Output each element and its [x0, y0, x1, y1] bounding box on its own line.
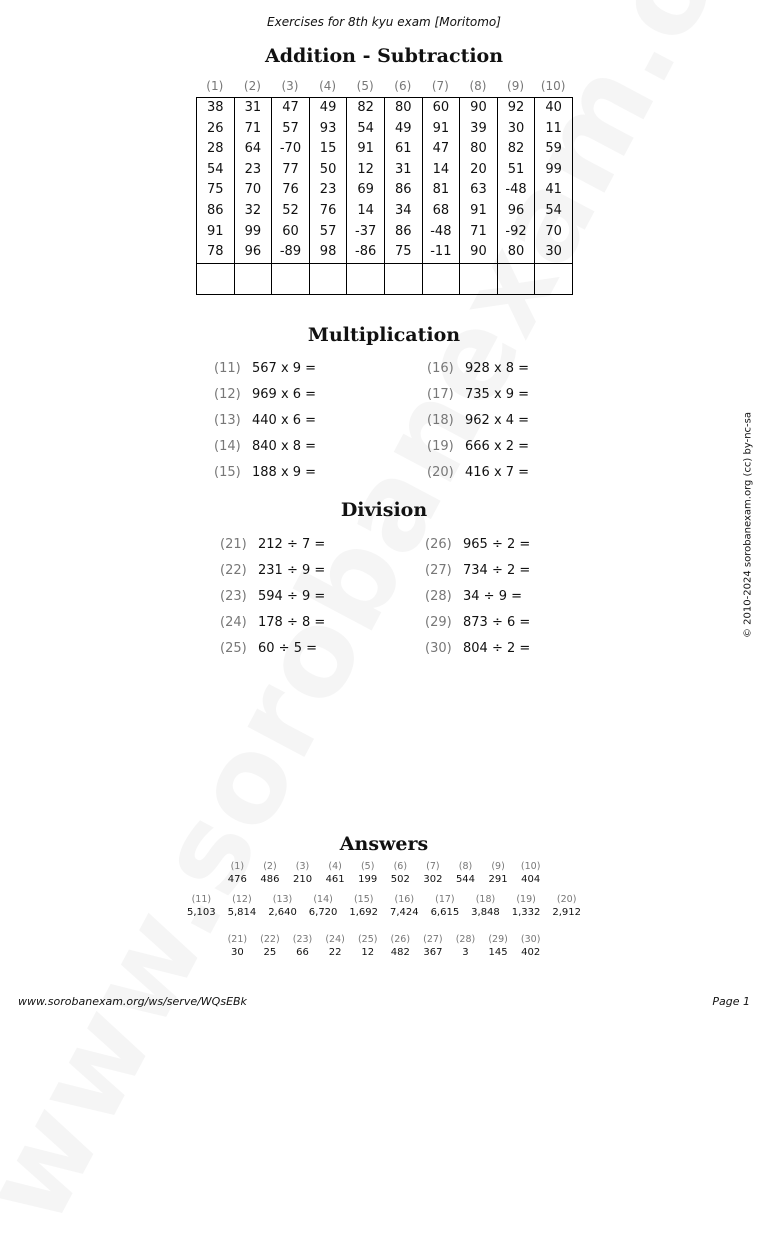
answer-value: 482: [390, 947, 410, 958]
problem-number: (12): [214, 387, 241, 402]
table-cell: 64: [234, 139, 272, 160]
problem-item: [220, 563, 325, 578]
answer-item: [262, 893, 303, 919]
table-cell: 15: [309, 139, 347, 160]
problem-expression: 594 ÷ 9 =: [258, 589, 326, 604]
table-cell: 49: [384, 119, 422, 140]
problem-expression: 440 x 6 =: [252, 413, 317, 428]
footer-url[interactable]: www.sorobanexam.org/ws/serve/WQsEBk: [18, 995, 247, 1008]
problem-expression: 212 ÷ 7 =: [258, 537, 326, 552]
page-number: Page 1: [712, 995, 750, 1008]
answer-number: (22): [260, 934, 280, 945]
table-cell: 34: [384, 201, 422, 222]
table-cell: 49: [309, 98, 347, 119]
answer-number: (18): [475, 894, 496, 905]
answer-value: 6,720: [308, 907, 338, 918]
answer-number: (30): [520, 934, 541, 945]
answer-value: 30: [230, 947, 244, 958]
problem-expression: 735 x 9 =: [465, 387, 530, 402]
answer-item: [351, 860, 384, 886]
problem-number: (24): [220, 615, 247, 630]
answer-cell[interactable]: [272, 263, 310, 294]
answer-item: [384, 933, 417, 959]
answer-value: 476: [227, 874, 247, 885]
answer-cell[interactable]: [347, 263, 385, 294]
table-cell: 26: [197, 119, 235, 140]
table-cell: 75: [197, 180, 235, 201]
division-title: Division: [340, 499, 428, 521]
answer-value: 1,692: [349, 907, 379, 918]
table-cell: 82: [347, 98, 385, 119]
table-cell: -70: [272, 139, 310, 160]
table-cell: 57: [272, 119, 310, 140]
answer-number: (17): [435, 894, 455, 905]
table-cell: 69: [347, 180, 385, 201]
table-cell: 82: [497, 139, 535, 160]
problem-item: [220, 537, 325, 552]
answer-number: (9): [491, 861, 505, 872]
problem-expression: 734 ÷ 2 =: [463, 563, 531, 578]
answer-item: [417, 933, 450, 959]
answer-number: (7): [426, 861, 440, 872]
answer-value: 404: [521, 874, 541, 885]
answer-item: [319, 860, 352, 886]
table-cell: 78: [197, 242, 235, 263]
answer-item: [286, 860, 319, 886]
column-number: (8): [469, 79, 487, 93]
problem-expression: 60 ÷ 5 =: [258, 641, 317, 656]
problem-number: (16): [427, 361, 454, 376]
table-cell: 71: [234, 119, 272, 140]
answer-value: 5,103: [187, 907, 216, 918]
answer-number: (26): [390, 934, 411, 945]
table-row: [197, 119, 573, 140]
answer-number: (4): [328, 861, 342, 872]
problem-number: (17): [427, 387, 454, 402]
answer-item: [546, 893, 587, 919]
answer-number: (10): [520, 861, 541, 872]
answers-title: Answers: [339, 833, 429, 855]
answer-item: [384, 893, 425, 919]
answer-item: [514, 933, 547, 959]
problem-item: [427, 439, 529, 454]
table-cell: 23: [234, 160, 272, 181]
table-row: [197, 160, 573, 181]
answer-item: [343, 893, 384, 919]
column-number: (7): [431, 79, 449, 93]
table-cell: 98: [309, 242, 347, 263]
answer-row: [0, 933, 768, 959]
problem-expression: 34 ÷ 9 =: [463, 589, 522, 604]
column-number: (3): [281, 79, 299, 93]
table-cell: 99: [535, 160, 573, 181]
problem-item: [220, 615, 325, 630]
table-cell: 80: [460, 139, 498, 160]
table-cell: 80: [497, 242, 535, 263]
table-cell: 40: [535, 98, 573, 119]
answer-number: (29): [488, 934, 508, 945]
problem-expression: 928 x 8 =: [465, 361, 530, 376]
table-cell: 54: [347, 119, 385, 140]
problem-expression: 965 ÷ 2 =: [463, 537, 531, 552]
answer-number: (19): [516, 894, 536, 905]
table-cell: 70: [234, 180, 272, 201]
answer-item: [482, 860, 515, 886]
table-cell: 96: [234, 242, 272, 263]
answer-cell[interactable]: [234, 263, 272, 294]
problem-item: [220, 641, 317, 656]
answer-item: [254, 933, 287, 959]
table-cell: 99: [234, 222, 272, 243]
answer-value: 12: [361, 947, 375, 958]
table-cell: 91: [197, 222, 235, 243]
table-cell: 32: [234, 201, 272, 222]
table-cell: 76: [272, 180, 310, 201]
answer-number: (13): [272, 894, 293, 905]
problem-number: (28): [425, 589, 452, 604]
table-cell: 61: [384, 139, 422, 160]
table-row: [197, 180, 573, 201]
table-cell: 91: [347, 139, 385, 160]
table-cell: 60: [272, 222, 310, 243]
answer-number: (24): [325, 934, 345, 945]
table-cell: 70: [535, 222, 573, 243]
problem-expression: 231 ÷ 9 =: [258, 563, 326, 578]
column-number: (1): [206, 79, 224, 93]
answer-value: 3,848: [471, 907, 500, 918]
problem-expression: 873 ÷ 6 =: [463, 615, 531, 630]
page-header: Exercises for 8th kyu exam [Moritomo]: [267, 15, 501, 29]
table-cell: 68: [422, 201, 460, 222]
table-cell: -37: [347, 222, 385, 243]
table-cell: 86: [384, 180, 422, 201]
problem-number: (25): [220, 641, 247, 656]
problem-item: [220, 589, 325, 604]
problem-expression: 416 x 7 =: [465, 465, 530, 480]
problem-item: [427, 387, 529, 402]
table-row: [197, 222, 573, 243]
problem-expression: 666 x 2 =: [465, 439, 530, 454]
answer-item: [465, 893, 506, 919]
answer-item: [351, 933, 384, 959]
answer-value: 502: [390, 874, 410, 885]
answer-number: (6): [393, 861, 408, 872]
table-cell: 91: [460, 201, 498, 222]
table-cell: -92: [497, 222, 535, 243]
problem-item: [214, 439, 316, 454]
table-cell: 57: [309, 222, 347, 243]
answer-row: [0, 860, 768, 886]
answer-value: 2,640: [268, 907, 297, 918]
problem-expression: 840 x 8 =: [252, 439, 317, 454]
table-cell: -86: [347, 242, 385, 263]
table-cell: 80: [384, 98, 422, 119]
answer-value: 210: [292, 874, 313, 885]
answer-number: (28): [455, 934, 476, 945]
answer-value: 402: [521, 947, 541, 958]
answer-row: [197, 263, 573, 294]
answer-number: (5): [360, 861, 375, 872]
table-cell: 90: [460, 98, 498, 119]
column-number: (6): [394, 79, 412, 93]
answer-cell[interactable]: [460, 263, 498, 294]
column-number: (4): [319, 79, 337, 93]
table-cell: 90: [460, 242, 498, 263]
answer-item: [221, 860, 254, 886]
answer-item: [506, 893, 547, 919]
answer-value: 5,814: [227, 907, 257, 918]
problem-number: (26): [425, 537, 452, 552]
table-cell: 81: [422, 180, 460, 201]
answer-number: (25): [357, 934, 378, 945]
problem-item: [425, 641, 530, 656]
table-cell: -48: [497, 180, 535, 201]
table-cell: 60: [422, 98, 460, 119]
answer-cell[interactable]: [497, 263, 535, 294]
answer-item: [425, 893, 466, 919]
problem-expression: 804 ÷ 2 =: [463, 641, 531, 656]
addition-title: Addition - Subtraction: [264, 45, 504, 67]
table-row: [197, 98, 573, 119]
problem-expression: 962 x 4 =: [465, 413, 530, 428]
problem-item: [427, 413, 529, 428]
problem-expression: 969 x 6 =: [252, 387, 317, 402]
answer-value: 22: [328, 947, 342, 958]
answer-number: (1): [230, 861, 245, 872]
table-cell: 11: [535, 119, 573, 140]
table-row: [197, 139, 573, 160]
problem-item: [425, 537, 530, 552]
answer-item: [303, 893, 344, 919]
problem-expression: 188 x 9 =: [252, 465, 317, 480]
answer-value: 2,912: [552, 907, 581, 918]
answer-value: 302: [423, 874, 443, 885]
answer-item: [417, 860, 450, 886]
problem-number: (19): [427, 439, 454, 454]
problem-item: [425, 589, 522, 604]
answer-cell[interactable]: [535, 263, 573, 294]
answer-cell[interactable]: [309, 263, 347, 294]
table-cell: 41: [535, 180, 573, 201]
answer-cell[interactable]: [384, 263, 422, 294]
table-cell: 92: [497, 98, 535, 119]
table-cell: 59: [535, 139, 573, 160]
answer-value: 145: [488, 947, 508, 958]
problem-number: (22): [220, 563, 247, 578]
answer-number: (11): [191, 894, 212, 905]
table-cell: 54: [197, 160, 235, 181]
table-row: [197, 201, 573, 222]
table-cell: 52: [272, 201, 310, 222]
table-cell: 86: [197, 201, 235, 222]
table-cell: -48: [422, 222, 460, 243]
table-cell: 93: [309, 119, 347, 140]
problem-number: (14): [214, 439, 241, 454]
answer-value: 3: [462, 947, 469, 958]
answer-cell[interactable]: [197, 263, 235, 294]
table-cell: 39: [460, 119, 498, 140]
answer-number: (3): [295, 861, 310, 872]
table-cell: 71: [460, 222, 498, 243]
table-cell: 20: [460, 160, 498, 181]
table-cell: 23: [309, 180, 347, 201]
multiplication-title: Multiplication: [307, 324, 461, 346]
answer-item: [449, 860, 482, 886]
table-cell: 31: [234, 98, 272, 119]
answer-number: (8): [458, 861, 473, 872]
problem-item: [425, 563, 530, 578]
addition-column-numbers: [196, 79, 572, 93]
answer-cell[interactable]: [422, 263, 460, 294]
problem-number: (27): [425, 563, 452, 578]
problem-number: (23): [220, 589, 247, 604]
answer-item: [221, 933, 254, 959]
table-cell: 91: [422, 119, 460, 140]
answer-item: [449, 933, 482, 959]
answer-number: (23): [292, 934, 313, 945]
problem-item: [425, 615, 530, 630]
answer-number: (16): [394, 894, 415, 905]
answer-value: 486: [260, 874, 280, 885]
answer-item: [222, 893, 263, 919]
problem-item: [427, 465, 529, 480]
problem-item: [214, 413, 316, 428]
table-cell: 77: [272, 160, 310, 181]
table-cell: 12: [347, 160, 385, 181]
answer-value: 7,424: [389, 907, 419, 918]
problem-item: [214, 465, 316, 480]
column-number: (2): [243, 79, 261, 93]
problem-number: (20): [427, 465, 454, 480]
table-cell: 96: [497, 201, 535, 222]
problem-number: (15): [214, 465, 241, 480]
answer-number: (15): [353, 894, 374, 905]
answer-item: [384, 860, 417, 886]
answer-item: [286, 933, 319, 959]
table-cell: 47: [422, 139, 460, 160]
table-cell: 30: [535, 242, 573, 263]
table-cell: 51: [497, 160, 535, 181]
answer-value: 461: [325, 874, 345, 885]
table-cell: 31: [384, 160, 422, 181]
copyright-notice: © 2010-2024 sorobanexam.org (cc) by-nc-sa: [742, 412, 754, 638]
problem-number: (13): [214, 413, 241, 428]
problem-number: (21): [220, 537, 247, 552]
problem-number: (29): [425, 615, 452, 630]
table-row: [197, 242, 573, 263]
problem-item: [214, 387, 316, 402]
answer-number: (2): [263, 861, 277, 872]
answer-value: 66: [296, 947, 309, 958]
problem-item: [427, 361, 529, 376]
answer-item: [319, 933, 352, 959]
answer-value: 367: [423, 947, 443, 958]
answer-number: (20): [556, 894, 577, 905]
table-cell: 76: [309, 201, 347, 222]
addition-table: [196, 97, 573, 295]
table-cell: -89: [272, 242, 310, 263]
answer-value: 199: [358, 874, 378, 885]
problem-expression: 178 ÷ 8 =: [258, 615, 326, 630]
answer-number: (12): [232, 894, 252, 905]
table-cell: -11: [422, 242, 460, 263]
answer-number: (21): [227, 934, 248, 945]
table-cell: 47: [272, 98, 310, 119]
table-cell: 28: [197, 139, 235, 160]
column-number: (5): [356, 79, 374, 93]
column-number: (9): [507, 79, 525, 93]
answer-number: (27): [423, 934, 443, 945]
problem-item: [214, 361, 316, 376]
column-number: (10): [540, 79, 566, 93]
answer-item: [254, 860, 287, 886]
answer-item: [514, 860, 547, 886]
answer-value: 1,332: [511, 907, 541, 918]
answer-value: 6,615: [430, 907, 460, 918]
table-cell: 14: [422, 160, 460, 181]
table-cell: 54: [535, 201, 573, 222]
problem-expression: 567 x 9 =: [252, 361, 317, 376]
table-cell: 63: [460, 180, 498, 201]
problem-number: (30): [425, 641, 452, 656]
answer-row: [0, 893, 768, 919]
problem-number: (18): [427, 413, 454, 428]
answer-value: 544: [455, 874, 476, 885]
answer-item: [181, 893, 222, 919]
table-cell: 50: [309, 160, 347, 181]
answer-value: 291: [488, 874, 508, 885]
answer-value: 25: [263, 947, 277, 958]
problem-number: (11): [214, 361, 241, 376]
table-cell: 38: [197, 98, 235, 119]
answer-number: (14): [313, 894, 333, 905]
table-cell: 86: [384, 222, 422, 243]
table-cell: 14: [347, 201, 385, 222]
table-cell: 30: [497, 119, 535, 140]
table-cell: 75: [384, 242, 422, 263]
answer-item: [482, 933, 515, 959]
